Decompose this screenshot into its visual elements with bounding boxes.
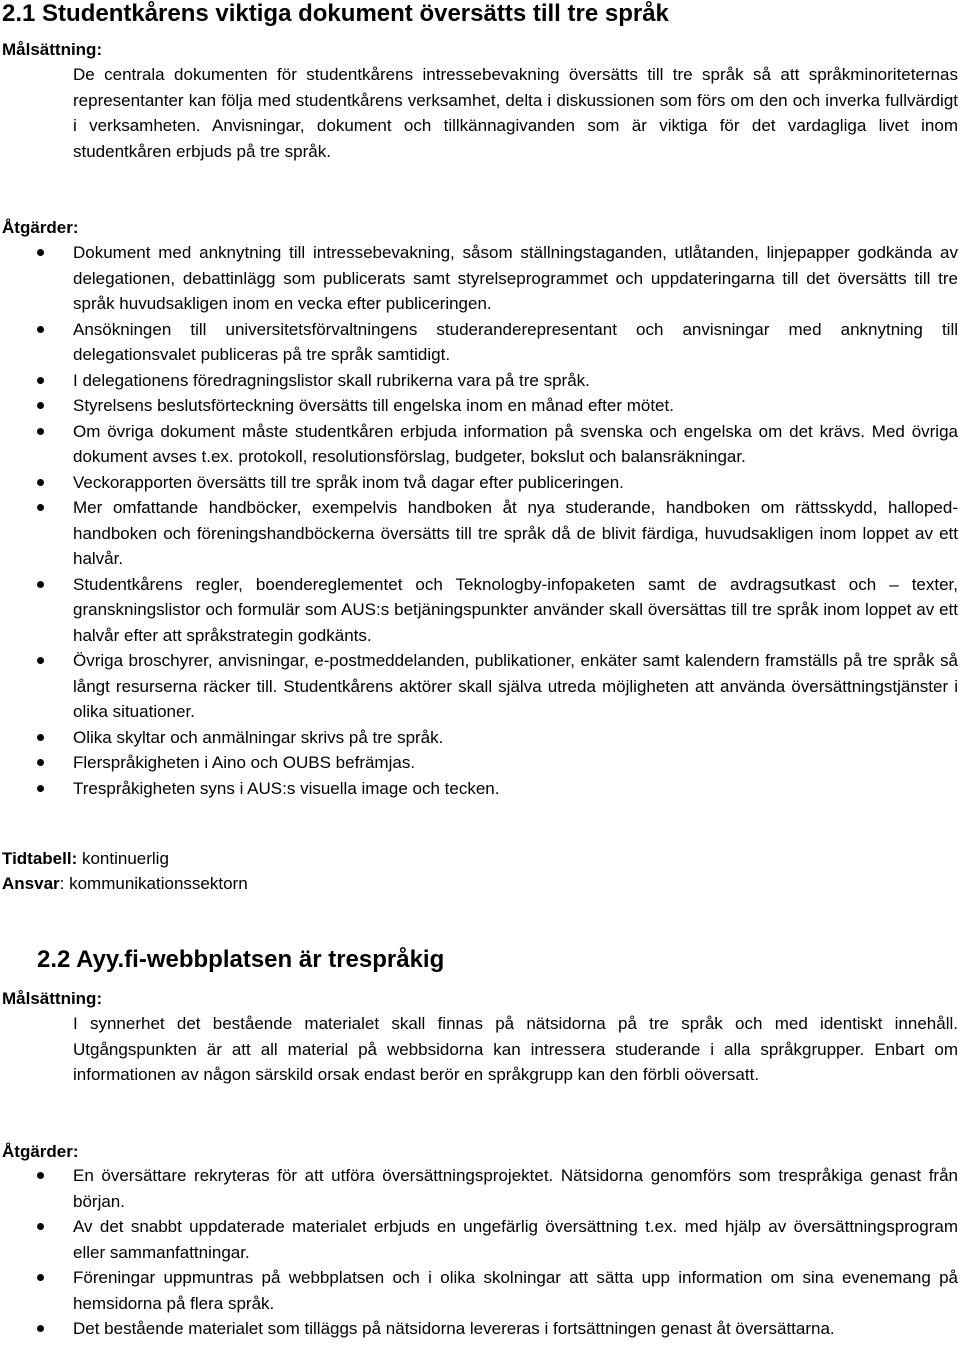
list-item-text: Studentkårens regler, boendereglementet och Teknologby-infopaketen samt de avdragsutkast och – texter, granskningslistor och formulär som AUS:s betjäningspunkter använder skall översättas till tre språk inom loppet av ett halvår efter att språkstrategin godkänts. [73, 574, 958, 645]
actions-list [0, 1163, 958, 1342]
section-heading: 2.1 Studentkårens viktiga dokument översätts till tre språk [2, 0, 669, 27]
bullet-icon [37, 759, 44, 766]
bullet-icon [37, 249, 44, 256]
list-item-text: Dokument med anknytning till intressebevakning, såsom ställningstaganden, utlåtanden, linjepapper godkända av delegationen, debattinlägg som publicerats samt styrelseprogrammet och uppdateringarna till det översätts till tre språk huvudsakligen inom en vecka efter publiceringen. [73, 243, 958, 313]
list-item [0, 368, 958, 394]
list-item-text: Föreningar uppmuntras på webbplatsen och i olika skolningar att sätta upp information om sina evenemang på hemsidorna på flera språk. [73, 1268, 958, 1313]
list-item [0, 317, 958, 368]
goal-text: De centrala dokumenten för studentkårens intressebevakning översätts till tre språk så att språkminoriteternas representanter kan följa med studentkårens verksamhet, delta i diskussionen som förs om den och inverka fullvärdigt i verksamheten. Anvisningar, dokument och tillkännagivanden som är viktiga för det vardagliga livet inom studentkåren erbjuds på tre språk. [73, 65, 958, 161]
bullet-icon [37, 402, 44, 409]
list-item [0, 495, 958, 572]
list-item [0, 393, 958, 419]
bullet-icon [37, 377, 44, 384]
bullet-icon [37, 734, 44, 741]
list-item [0, 1265, 958, 1316]
responsible-value: : kommunikationssektorn [59, 874, 248, 893]
bullet-icon [37, 479, 44, 486]
list-item-text: Om övriga dokument måste studentkåren erbjuda information på svenska och engelska om det krävs. Med övriga dokument avses t.ex. protokoll, resolutionsförslag, budgeter, bokslut och balansräkningar. [73, 421, 958, 466]
list-item [0, 750, 958, 776]
list-item [0, 1163, 958, 1214]
responsible-label: Ansvar [2, 874, 60, 893]
bullet-icon [37, 1172, 44, 1179]
actions-label: Åtgärder: [2, 218, 79, 237]
schedule-line [2, 846, 169, 872]
responsible-line [2, 871, 248, 897]
list-item [0, 419, 958, 470]
list-item-text: Mer omfattande handböcker, exempelvis handboken åt nya studerande, handboken om rättsskydd, halloped-handboken och föreningshandböckerna översätts till tre språk då de blivit färdiga, huvudsakligen inom loppet av ett halvår. [73, 498, 958, 568]
list-item-text: Trespråkigheten syns i AUS:s visuella image och tecken. [73, 778, 500, 798]
list-item [0, 725, 958, 751]
bullet-icon [37, 785, 44, 792]
list-item-text: Av det snabbt uppdaterade materialet erbjuds en ungefärlig översättning t.ex. med hjälp av översättningsprogram eller sammanfattningar. [73, 1217, 958, 1262]
list-item [0, 1214, 958, 1265]
list-item-text: Veckorapporten översätts till tre språk inom två dagar efter publiceringen. [73, 472, 624, 492]
list-item-text: Styrelsens beslutsförteckning översätts till engelska inom en månad efter mötet. [73, 396, 674, 415]
actions-list [0, 240, 958, 801]
bullet-icon [37, 504, 44, 511]
list-item-text: Övriga broschyrer, anvisningar, e-postmeddelanden, publikationer, enkäter samt kalendern framställs på tre språk så långt resurserna räcker till. Studentkårens aktörer skall själva utreda möjligheten att använda översättningstjänster i olika situationer. [73, 651, 958, 721]
goal-label: Målsättning: [2, 40, 103, 59]
schedule-value: kontinuerlig [77, 849, 169, 868]
goal-label: Målsättning: [2, 989, 103, 1008]
list-item-text: Flerspråkigheten i Aino och OUBS befrämjas. [73, 753, 416, 772]
list-item [0, 240, 958, 317]
bullet-icon [37, 1223, 44, 1230]
actions-label: Åtgärder: [2, 1142, 79, 1161]
list-item [0, 470, 958, 496]
list-item [0, 648, 958, 725]
list-item-text: I delegationens föredragningslistor skall rubrikerna vara på tre språk. [73, 370, 590, 390]
bullet-icon [37, 1325, 44, 1332]
list-item-text: Ansökningen till universitetsförvaltningens studeranderepresentant och anvisningar med anknytning till delegationsvalet publiceras på tre språk samtidigt. [73, 319, 958, 364]
list-item [0, 776, 958, 802]
schedule-label: Tidtabell: [2, 849, 78, 868]
goal-text: I synnerhet det bestående materialet skall finnas på nätsidorna på tre språk och med identiskt innehåll. Utgångspunkten är att all material på webbsidorna kan intressera studerande i alla språkgrupper. Enbart om informationen av någon särskild orsak endast berör en språkgrupp kan den förbli oöversatt. [73, 1014, 958, 1084]
bullet-icon [37, 428, 44, 435]
list-item-text: En översättare rekryteras för att utföra översättningsprojektet. Nätsidorna genomförs som trespråkiga genast från början. [73, 1166, 958, 1211]
list-item-text: Det bestående materialet som tilläggs på nätsidorna levereras i fortsättningen genast åt översättarna. [73, 1319, 835, 1338]
bullet-icon [37, 581, 44, 588]
list-item [0, 572, 958, 649]
list-item [0, 1316, 958, 1342]
bullet-icon [37, 657, 44, 664]
bullet-icon [37, 1274, 44, 1281]
section-heading: 2.2 Ayy.fi-webbplatsen är trespråkig [37, 946, 445, 973]
bullet-icon [37, 326, 44, 333]
list-item-text: Olika skyltar och anmälningar skrivs på tre språk. [73, 727, 444, 747]
